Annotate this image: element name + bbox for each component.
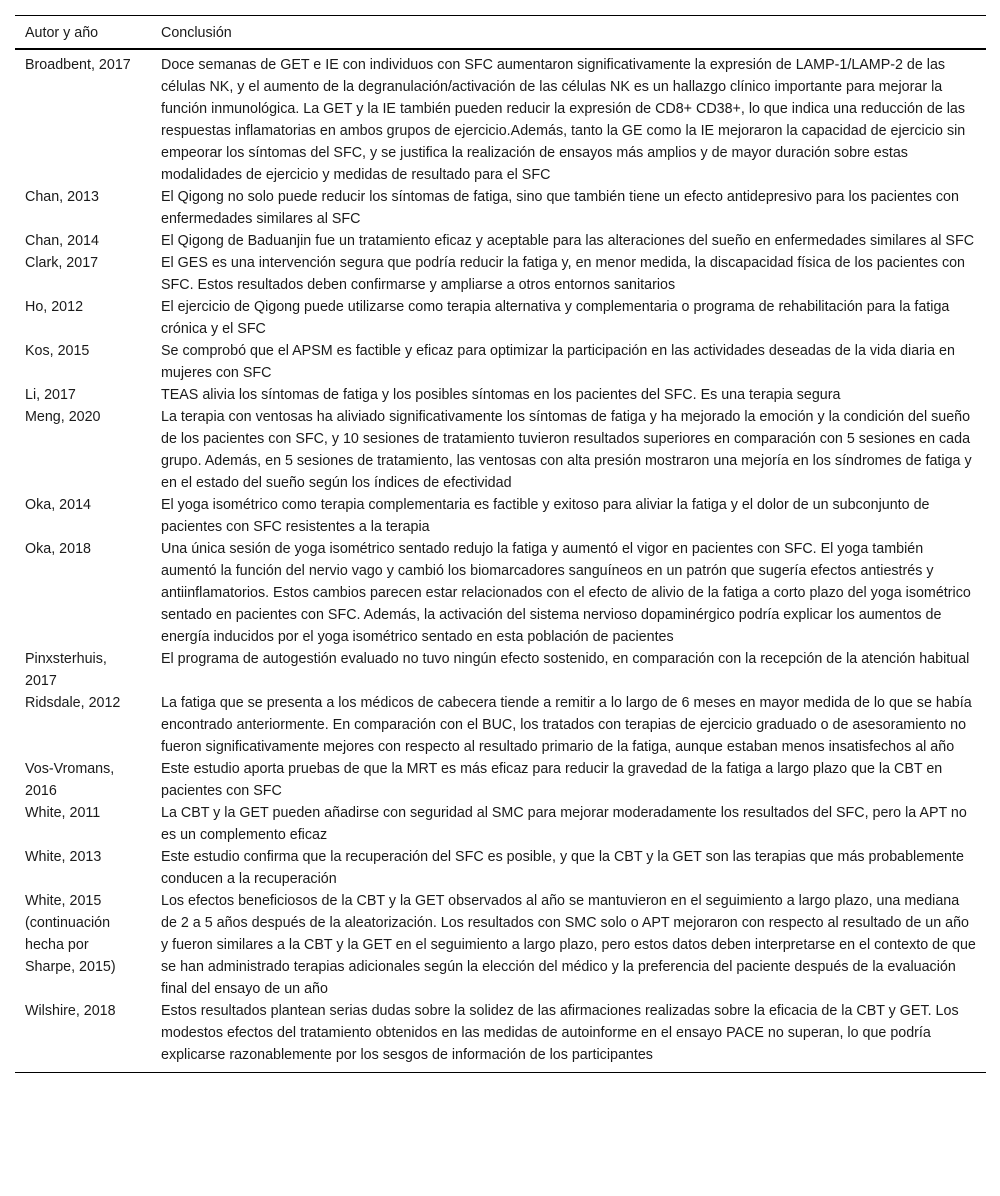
studies-table <box>15 15 986 1073</box>
author-year-cell: White, 2013 <box>25 849 102 865</box>
conclusion-cell: Este estudio aporta pruebas de que la MRT es más eficaz para reducir la gravedad de la fatiga a largo plazo que la CBT en pacientes con SFC <box>161 761 943 799</box>
conclusion-cell: La terapia con ventosas ha aliviado significativamente los síntomas de fatiga y ha mejorado la emoción y la condición del sueño de los pacientes con SFC, y 10 sesiones de tratamiento tuvieron resultados superiores en comparación con 5 sesiones en cada grupo. Además, en 5 sesiones de tratamiento, las ventosas con alta presión mostraron una mejoría en los síndromes de fatiga y en el estado del sueño según los índices de efectividad <box>161 409 972 491</box>
conclusion-cell: El yoga isométrico como terapia complementaria es factible y exitoso para aliviar la fatiga y el dolor de un subconjunto de pacientes con SFC resistentes a la terapia <box>161 497 930 535</box>
conclusion-cell: El programa de autogestión evaluado no tuvo ningún efecto sostenido, en comparación con la recepción de la atención habitual <box>161 651 970 667</box>
conclusion-cell: Estos resultados plantean serias dudas sobre la solidez de las afirmaciones realizadas sobre la eficacia de la CBT y GET. Los modestos efectos del tratamiento obtenidos en las medidas de autoinforme en el ensayo PACE no superan, lo que podría explicarse razonablemente por los sesgos de información de los participantes <box>161 1003 959 1063</box>
conclusion-cell: TEAS alivia los síntomas de fatiga y los posibles síntomas en los pacientes del SFC. Es una terapia segura <box>161 387 841 403</box>
table-row <box>15 230 986 252</box>
author-year-cell: Chan, 2014 <box>25 233 99 249</box>
header-author-year: Autor y año <box>25 25 99 41</box>
author-year-cell: Pinxsterhuis, 2017 <box>25 651 107 689</box>
author-year-cell: Clark, 2017 <box>25 255 99 271</box>
table-row <box>15 538 986 648</box>
author-year-cell: Chan, 2013 <box>25 189 99 205</box>
conclusion-cell: El Qigong no solo puede reducir los síntomas de fatiga, sino que también tiene un efecto antidepresivo para los pacientes con enfermedades similares al SFC <box>161 189 959 227</box>
author-year-cell: Broadbent, 2017 <box>25 57 131 73</box>
table-row <box>15 384 986 406</box>
table-row <box>15 296 986 340</box>
table-row <box>15 758 986 802</box>
table-row <box>15 846 986 890</box>
header-conclusion: Conclusión <box>161 25 232 41</box>
conclusion-cell: El Qigong de Baduanjin fue un tratamiento eficaz y aceptable para las alteraciones del sueño en enfermedades similares al SFC <box>161 233 975 249</box>
author-year-cell: Kos, 2015 <box>25 343 90 359</box>
table-row <box>15 252 986 296</box>
table-row <box>15 648 986 692</box>
table-header-row <box>15 16 986 50</box>
author-year-cell: Ridsdale, 2012 <box>25 695 121 711</box>
table-row <box>15 406 986 494</box>
table-row <box>15 692 986 758</box>
author-year-cell: White, 2011 <box>25 805 101 821</box>
conclusion-cell: Una única sesión de yoga isométrico sentado redujo la fatiga y aumentó el vigor en pacientes con SFC. El yoga también aumentó la función del nervio vago y cambió los biomarcadores sanguíneos en un patrón que sugería efectos antiestrés y antiinflamatorios. Estos cambios parecen estar relacionados con el efecto de alivio de la fatiga a corto plazo del yoga isométrico sentado en pacientes con SFC. Además, la activación del sistema nervioso dopaminérgico podría explicar los aumentos de energía inducidos por el yoga isométrico sentado en esta población de pacientes <box>161 541 971 645</box>
author-year-cell: White, 2015 (continuación hecha por Sharpe, 2015) <box>25 893 116 975</box>
author-year-cell: Wilshire, 2018 <box>25 1003 116 1019</box>
conclusion-cell: Los efectos beneficiosos de la CBT y la GET observados al año se mantuvieron en el seguimiento a largo plazo, una mediana de 2 a 5 años después de la aleatorización. Los resultados con SMC solo o APT mejoraron con respecto al resultado de un año y fueron similares a la CBT y la GET en el seguimiento a largo plazo, pero estos datos deben interpretarse en el contexto de que se han administrado terapias adicionales según la elección del médico y la preferencia del paciente después de la evaluación final del ensayo de un año <box>161 893 976 997</box>
author-year-cell: Meng, 2020 <box>25 409 101 425</box>
conclusion-cell: Este estudio confirma que la recuperación del SFC es posible, y que la CBT y la GET son las terapias que más probablemente conducen a la recuperación <box>161 849 964 887</box>
table-row <box>15 802 986 846</box>
author-year-cell: Ho, 2012 <box>25 299 84 315</box>
author-year-cell: Li, 2017 <box>25 387 76 403</box>
conclusion-cell: La CBT y la GET pueden añadirse con seguridad al SMC para mejorar moderadamente los resultados del SFC, pero la APT no es un complemento eficaz <box>161 805 967 843</box>
table-row <box>15 49 986 186</box>
conclusion-cell: El GES es una intervención segura que podría reducir la fatiga y, en menor medida, la discapacidad física de los pacientes con SFC. Estos resultados deben confirmarse y ampliarse a otros entornos sanitarios <box>161 255 966 293</box>
conclusion-cell: La fatiga que se presenta a los médicos de cabecera tiende a remitir a lo largo de 6 meses en mayor medida de lo que se había encontrado anteriormente. En comparación con el BUC, los tratados con terapias de ejercicio graduado o de asesoramiento no fueron significativamente mejores con respecto al resultado primario de la fatiga, aunque estaban menos insatisfechos al año <box>161 695 972 755</box>
conclusion-cell: Se comprobó que el APSM es factible y eficaz para optimizar la participación en las actividades deseadas de la vida diaria en mujeres con SFC <box>161 343 955 381</box>
studies-table-container <box>15 15 986 1073</box>
table-row <box>15 494 986 538</box>
table-row <box>15 340 986 384</box>
author-year-cell: Oka, 2014 <box>25 497 91 513</box>
author-year-cell: Vos-Vromans, 2016 <box>25 761 115 799</box>
author-year-cell: Oka, 2018 <box>25 541 91 557</box>
table-row <box>15 186 986 230</box>
conclusion-cell: Doce semanas de GET e IE con individuos con SFC aumentaron significativamente la expresión de LAMP-1/LAMP-2 de las células NK, y el aumento de la degranulación/activación de las células NK es un hallazgo clínico importante para mejorar la función inmunológica. La GET y la IE también pueden reducir la expresión de CD8+ CD38+, lo que indica una reducción de las respuestas inflamatorias en ambos grupos de ejercicio.Además, tanto la GE como la IE mejoraron la capacidad de ejercicio sin empeorar los síntomas del SFC, y se justifica la realización de ensayos más amplios y de mayor duración sobre estas modalidades de ejercicio y medidas de resultado para el SFC <box>161 57 966 183</box>
conclusion-cell: El ejercicio de Qigong puede utilizarse como terapia alternativa y complementaria o programa de rehabilitación para la fatiga crónica y el SFC <box>161 299 950 337</box>
table-row <box>15 890 986 1000</box>
table-row <box>15 1000 986 1073</box>
